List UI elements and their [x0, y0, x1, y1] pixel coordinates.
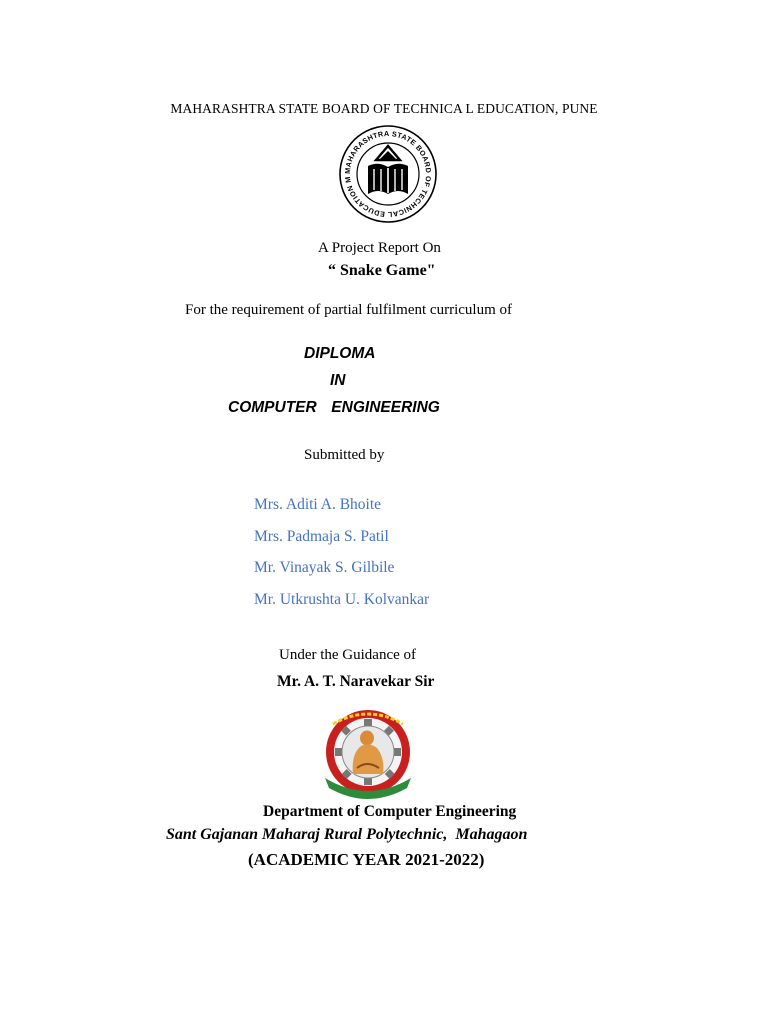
- college-emblem-icon: [303, 708, 433, 804]
- guide-name: Mr. A. T. Naravekar Sir: [277, 673, 435, 690]
- board-title: MAHARASHTRA STATE BOARD OF TECHNICA L EDUCATION, PUNE: [170, 101, 598, 116]
- member-name: Mrs. Padmaja S. Patil: [254, 528, 389, 545]
- seal-text: MAHARASHTRA STATE BOARD OF TECHNICAL EDUCATION M: [342, 128, 434, 220]
- member-name: Mr. Utkrushta U. Kolvankar: [254, 591, 430, 608]
- program-branch: COMPUTER ENGINEERING: [228, 399, 440, 416]
- program-diploma: DIPLOMA: [304, 345, 376, 362]
- report-intro: A Project Report On: [318, 240, 441, 256]
- submitted-by-label: Submitted by: [304, 447, 385, 463]
- college-name: Sant Gajanan Maharaj Rural Polytechnic, Mahagaon: [166, 826, 528, 843]
- requirement-statement: For the requirement of partial fulfilment curriculum of: [185, 302, 512, 318]
- guidance-label: Under the Guidance of: [279, 647, 417, 663]
- msbte-seal-icon: [338, 124, 438, 224]
- program-in: IN: [330, 372, 346, 389]
- department-name: Department of Computer Engineering: [263, 803, 517, 820]
- academic-year: (ACADEMIC YEAR 2021-2022): [248, 850, 485, 869]
- project-title: “ Snake Game": [328, 262, 436, 279]
- member-name: Mrs. Aditi A. Bhoite: [254, 496, 382, 513]
- member-name: Mr. Vinayak S. Gilbile: [254, 559, 395, 576]
